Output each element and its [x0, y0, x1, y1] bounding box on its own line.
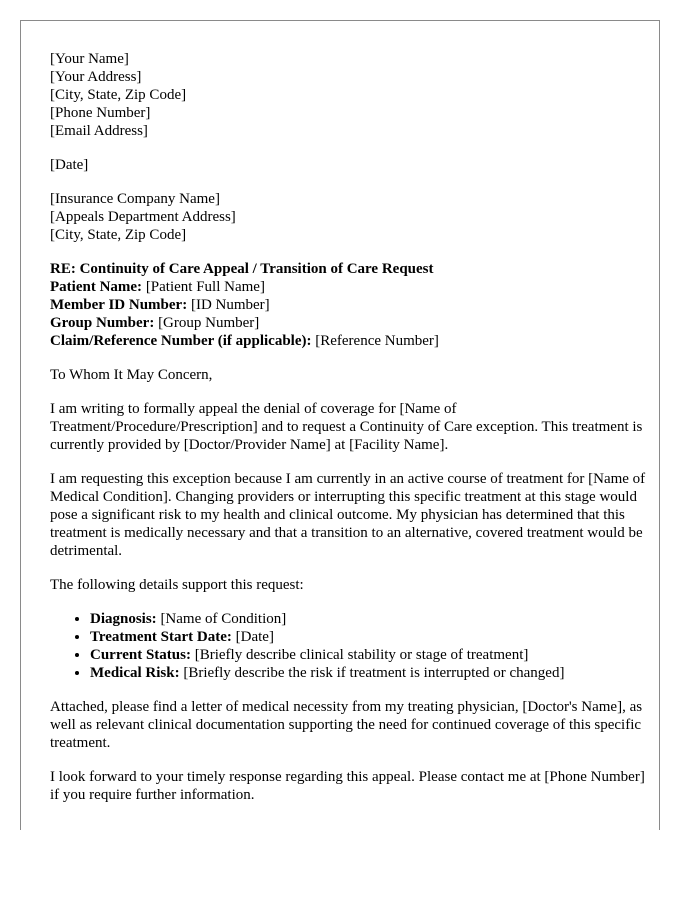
claim-number-line	[50, 332, 646, 350]
recipient-address-block	[50, 190, 646, 244]
member-id-value: [ID Number]	[187, 297, 270, 313]
patient-name-value: [Patient Full Name]	[142, 279, 265, 295]
member-id-label: Member ID Number:	[50, 297, 188, 313]
recipient-company: [Insurance Company Name]	[50, 191, 220, 207]
intro-paragraph: I am writing to formally appeal the denial of coverage for [Name of Treatment/Procedure/Prescription] and to request a Continuity of Care exception. This treatment is currently provided by [Doctor/Provider Name] at [Facility Name].	[50, 401, 643, 453]
detail-label: Treatment Start Date:	[90, 629, 232, 645]
attachments-paragraph: Attached, please find a letter of medical necessity from my treating physician, [Doctor's Name], as well as relevant clinical documentation supporting the need for continued coverage of this specific treatment.	[50, 699, 643, 751]
reason-paragraph: I am requesting this exception because I am currently in an active course of treatment for [Name of Medical Condition]. Changing providers or interrupting this specific treatment at this stage would pose a significant risk to my health and clinical outcome. My physician has determined that this treatment is medically necessary and that a transition to an alternative, covered treatment would be detrimental.	[50, 471, 646, 559]
detail-label: Current Status:	[90, 647, 191, 663]
sender-email: [Email Address]	[50, 123, 148, 139]
letter-page	[20, 20, 660, 830]
details-intro-paragraph: The following details support this request:	[50, 577, 304, 593]
closing-paragraph: I look forward to your timely response regarding this appeal. Please contact me at [Phone Number] if you require further information.	[50, 769, 645, 803]
detail-value: [Name of Condition]	[156, 611, 287, 627]
detail-value: [Date]	[231, 629, 274, 645]
claim-number-label: Claim/Reference Number (if applicable):	[50, 333, 312, 349]
list-item	[90, 646, 646, 664]
details-list	[50, 610, 646, 682]
group-number-line	[50, 314, 646, 332]
sender-address-block	[50, 50, 646, 140]
member-id-line	[50, 296, 646, 314]
detail-value: [Briefly describe clinical stability or stage of treatment]	[190, 647, 529, 663]
list-item	[90, 610, 646, 628]
list-item	[90, 628, 646, 646]
subject-line	[50, 260, 646, 278]
detail-value: [Briefly describe the risk if treatment is interrupted or changed]	[179, 665, 565, 681]
patient-name-label: Patient Name:	[50, 279, 143, 295]
sender-name: [Your Name]	[50, 51, 129, 67]
letter-body	[50, 50, 646, 820]
reference-block	[50, 260, 646, 350]
detail-label: Medical Risk:	[90, 665, 180, 681]
sender-address: [Your Address]	[50, 69, 142, 85]
patient-name-line	[50, 278, 646, 296]
date-block	[50, 156, 646, 174]
detail-label: Diagnosis:	[90, 611, 157, 627]
group-number-value: [Group Number]	[154, 315, 260, 331]
letter-date: [Date]	[50, 157, 89, 173]
claim-number-value: [Reference Number]	[311, 333, 439, 349]
recipient-address: [Appeals Department Address]	[50, 209, 236, 225]
sender-phone: [Phone Number]	[50, 105, 151, 121]
sender-city-state-zip: [City, State, Zip Code]	[50, 87, 187, 103]
recipient-city-state-zip: [City, State, Zip Code]	[50, 227, 187, 243]
group-number-label: Group Number:	[50, 315, 155, 331]
list-item	[90, 664, 646, 682]
subject-text: RE: Continuity of Care Appeal / Transition of Care Request	[50, 261, 434, 277]
salutation: To Whom It May Concern,	[50, 367, 213, 383]
